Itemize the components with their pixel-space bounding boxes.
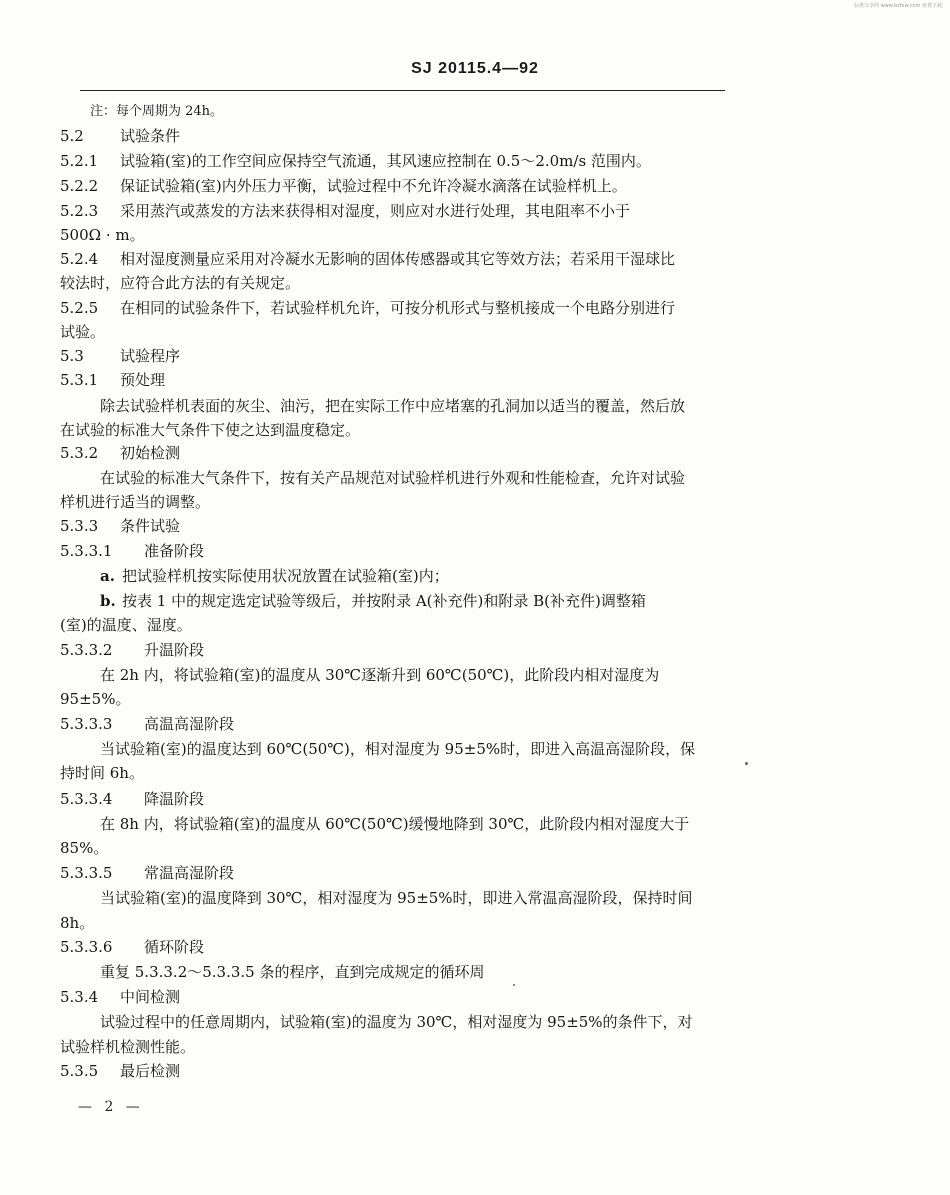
clause-5-3-2-continued: 样机进行适当的调整。 <box>60 493 211 511</box>
clause-5-3-3-4-continued: 85%。 <box>60 839 109 857</box>
clause-5-3-2-text: 在试验的标准大气条件下，按有关产品规范对试验样机进行外观和性能检查，允许对试验 <box>100 469 686 487</box>
clause-5-2-5-continued: 试验。 <box>60 323 106 341</box>
watermark: 标准分享网 www.bzfxw.com 免费下载 <box>854 3 942 9</box>
section-title: 试验条件 <box>120 127 181 145</box>
note-cycle: 注：每个周期为 24h。 <box>90 104 224 119</box>
clause-5-3-1-text: 除去试验样机表面的灰尘、油污，把在实际工作中应堵塞的孔洞加以适当的覆盖，然后放 <box>100 397 686 415</box>
clause-5-2-4-continued: 较法时，应符合此方法的有关规定。 <box>60 274 301 292</box>
section-number: 5.2 <box>60 127 84 145</box>
clause-title: 预处理 <box>120 371 166 389</box>
clause-number: 5.3.5 <box>60 1062 99 1080</box>
clause-number: 5.3.3.6 <box>60 938 113 956</box>
clause-title: 中间检测 <box>120 988 181 1006</box>
clause-number: 5.3.3.5 <box>60 864 113 882</box>
clause-title: 准备阶段 <box>144 542 205 560</box>
clause-5-3-2-heading <box>60 442 180 464</box>
header-divider <box>80 90 725 91</box>
clause-number: 5.3.3.1 <box>60 542 113 560</box>
clause-5-3-4-continued: 试验样机检测性能。 <box>60 1038 196 1056</box>
section-5-2-heading <box>60 125 180 147</box>
clause-text: 试验箱(室)的工作空间应保持空气流通，其风速应控制在 0.5～2.0m/s 范围内。 <box>120 152 651 170</box>
clause-5-3-3-3-continued: 持时间 6h。 <box>60 764 144 782</box>
list-item-a <box>100 565 449 587</box>
clause-title: 常温高湿阶段 <box>144 864 235 882</box>
clause-5-3-4-text: 试验过程中的任意周期内，试验箱(室)的温度为 30℃，相对湿度为 95±5%的条件下，对 <box>100 1013 693 1031</box>
clause-title: 条件试验 <box>120 517 181 535</box>
clause-number: 5.3.3 <box>60 517 99 535</box>
clause-5-3-3-3-text: 当试验箱(室)的温度达到 60℃(50℃)，相对湿度为 95±5%时，即进入高温高湿阶段，保 <box>100 740 696 758</box>
clause-number: 5.3.3.4 <box>60 790 113 808</box>
list-label: b. <box>100 592 116 610</box>
clause-5-3-3-6-text: 重复 5.3.3.2～5.3.3.5 条的程序，直到完成规定的循环周 <box>100 963 485 981</box>
clause-text: 保证试验箱(室)内外压力平衡，试验过程中不允许冷凝水滴落在试验样机上。 <box>120 177 627 195</box>
clause-5-2-3 <box>60 200 630 222</box>
scan-speck <box>513 984 515 986</box>
clause-number: 5.3.2 <box>60 444 99 462</box>
clause-5-3-4-heading <box>60 986 180 1008</box>
page-header: SJ 20115.4—92 <box>411 60 539 77</box>
clause-5-3-5-heading <box>60 1060 180 1082</box>
clause-5-3-3-2-continued: 95±5%。 <box>60 690 131 708</box>
clause-5-2-5 <box>60 297 675 319</box>
clause-5-3-3-2-heading <box>60 639 204 661</box>
clause-text: 相对湿度测量应采用对冷凝水无影响的固体传感器或其它等效方法；若采用干湿球比 <box>120 250 676 268</box>
clause-5-3-3-5-heading <box>60 862 234 884</box>
page-number: — 2 — <box>78 1099 144 1115</box>
clause-number: 5.3.3.3 <box>60 715 113 733</box>
clause-number: 5.3.1 <box>60 371 99 389</box>
clause-5-3-3-6-heading <box>60 936 204 958</box>
list-item-b <box>100 590 646 612</box>
clause-5-2-2 <box>60 175 627 197</box>
list-text: 把试验样机按实际使用状况放置在试验箱(室)内； <box>122 567 449 585</box>
clause-5-3-3-heading <box>60 515 180 537</box>
clause-number: 5.2.3 <box>60 202 99 220</box>
clause-5-3-3-1-heading <box>60 540 204 562</box>
clause-5-3-1-heading <box>60 369 165 391</box>
clause-5-3-1-continued: 在试验的标准大气条件下使之达到温度稳定。 <box>60 421 361 439</box>
list-text: 按表 1 中的规定选定试验等级后，并按附录 A(补充件)和附录 B(补充件)调整箱 <box>122 592 646 610</box>
clause-5-2-1 <box>60 150 651 172</box>
clause-5-3-3-5-continued: 8h。 <box>60 914 95 932</box>
list-item-b-continued: (室)的温度、湿度。 <box>60 616 192 634</box>
section-5-3-heading <box>60 345 180 367</box>
clause-number: 5.2.1 <box>60 152 99 170</box>
clause-title: 循环阶段 <box>144 938 205 956</box>
clause-5-3-3-3-heading <box>60 713 234 735</box>
clause-title: 最后检测 <box>120 1062 181 1080</box>
clause-number: 5.3.3.2 <box>60 641 113 659</box>
clause-5-3-3-4-heading <box>60 788 204 810</box>
clause-5-3-3-2-text: 在 2h 内，将试验箱(室)的温度从 30℃逐渐升到 60℃(50℃)，此阶段内相对湿度为 <box>100 666 660 684</box>
scan-speck <box>745 762 748 765</box>
clause-title: 升温阶段 <box>144 641 205 659</box>
clause-5-3-3-5-text: 当试验箱(室)的温度降到 30℃，相对湿度为 95±5%时，即进入常温高湿阶段，保持时间 <box>100 889 693 907</box>
list-label: a. <box>100 567 115 585</box>
section-number: 5.3 <box>60 347 84 365</box>
clause-5-3-3-4-text: 在 8h 内，将试验箱(室)的温度从 60℃(50℃)缓慢地降到 30℃，此阶段内相对湿度大于 <box>100 815 690 833</box>
clause-number: 5.2.4 <box>60 250 99 268</box>
clause-number: 5.2.5 <box>60 299 99 317</box>
clause-title: 高温高湿阶段 <box>144 715 235 733</box>
clause-title: 降温阶段 <box>144 790 205 808</box>
clause-number: 5.2.2 <box>60 177 99 195</box>
clause-number: 5.3.4 <box>60 988 99 1006</box>
clause-text: 采用蒸汽或蒸发的方法来获得相对湿度，则应对水进行处理，其电阻率不小于 <box>120 202 631 220</box>
clause-title: 初始检测 <box>120 444 181 462</box>
clause-text: 在相同的试验条件下，若试验样机允许，可按分机形式与整机接成一个电路分别进行 <box>120 299 676 317</box>
clause-5-2-4 <box>60 248 675 270</box>
clause-5-2-3-continued: 500Ω · m。 <box>60 226 145 244</box>
section-title: 试验程序 <box>120 347 181 365</box>
